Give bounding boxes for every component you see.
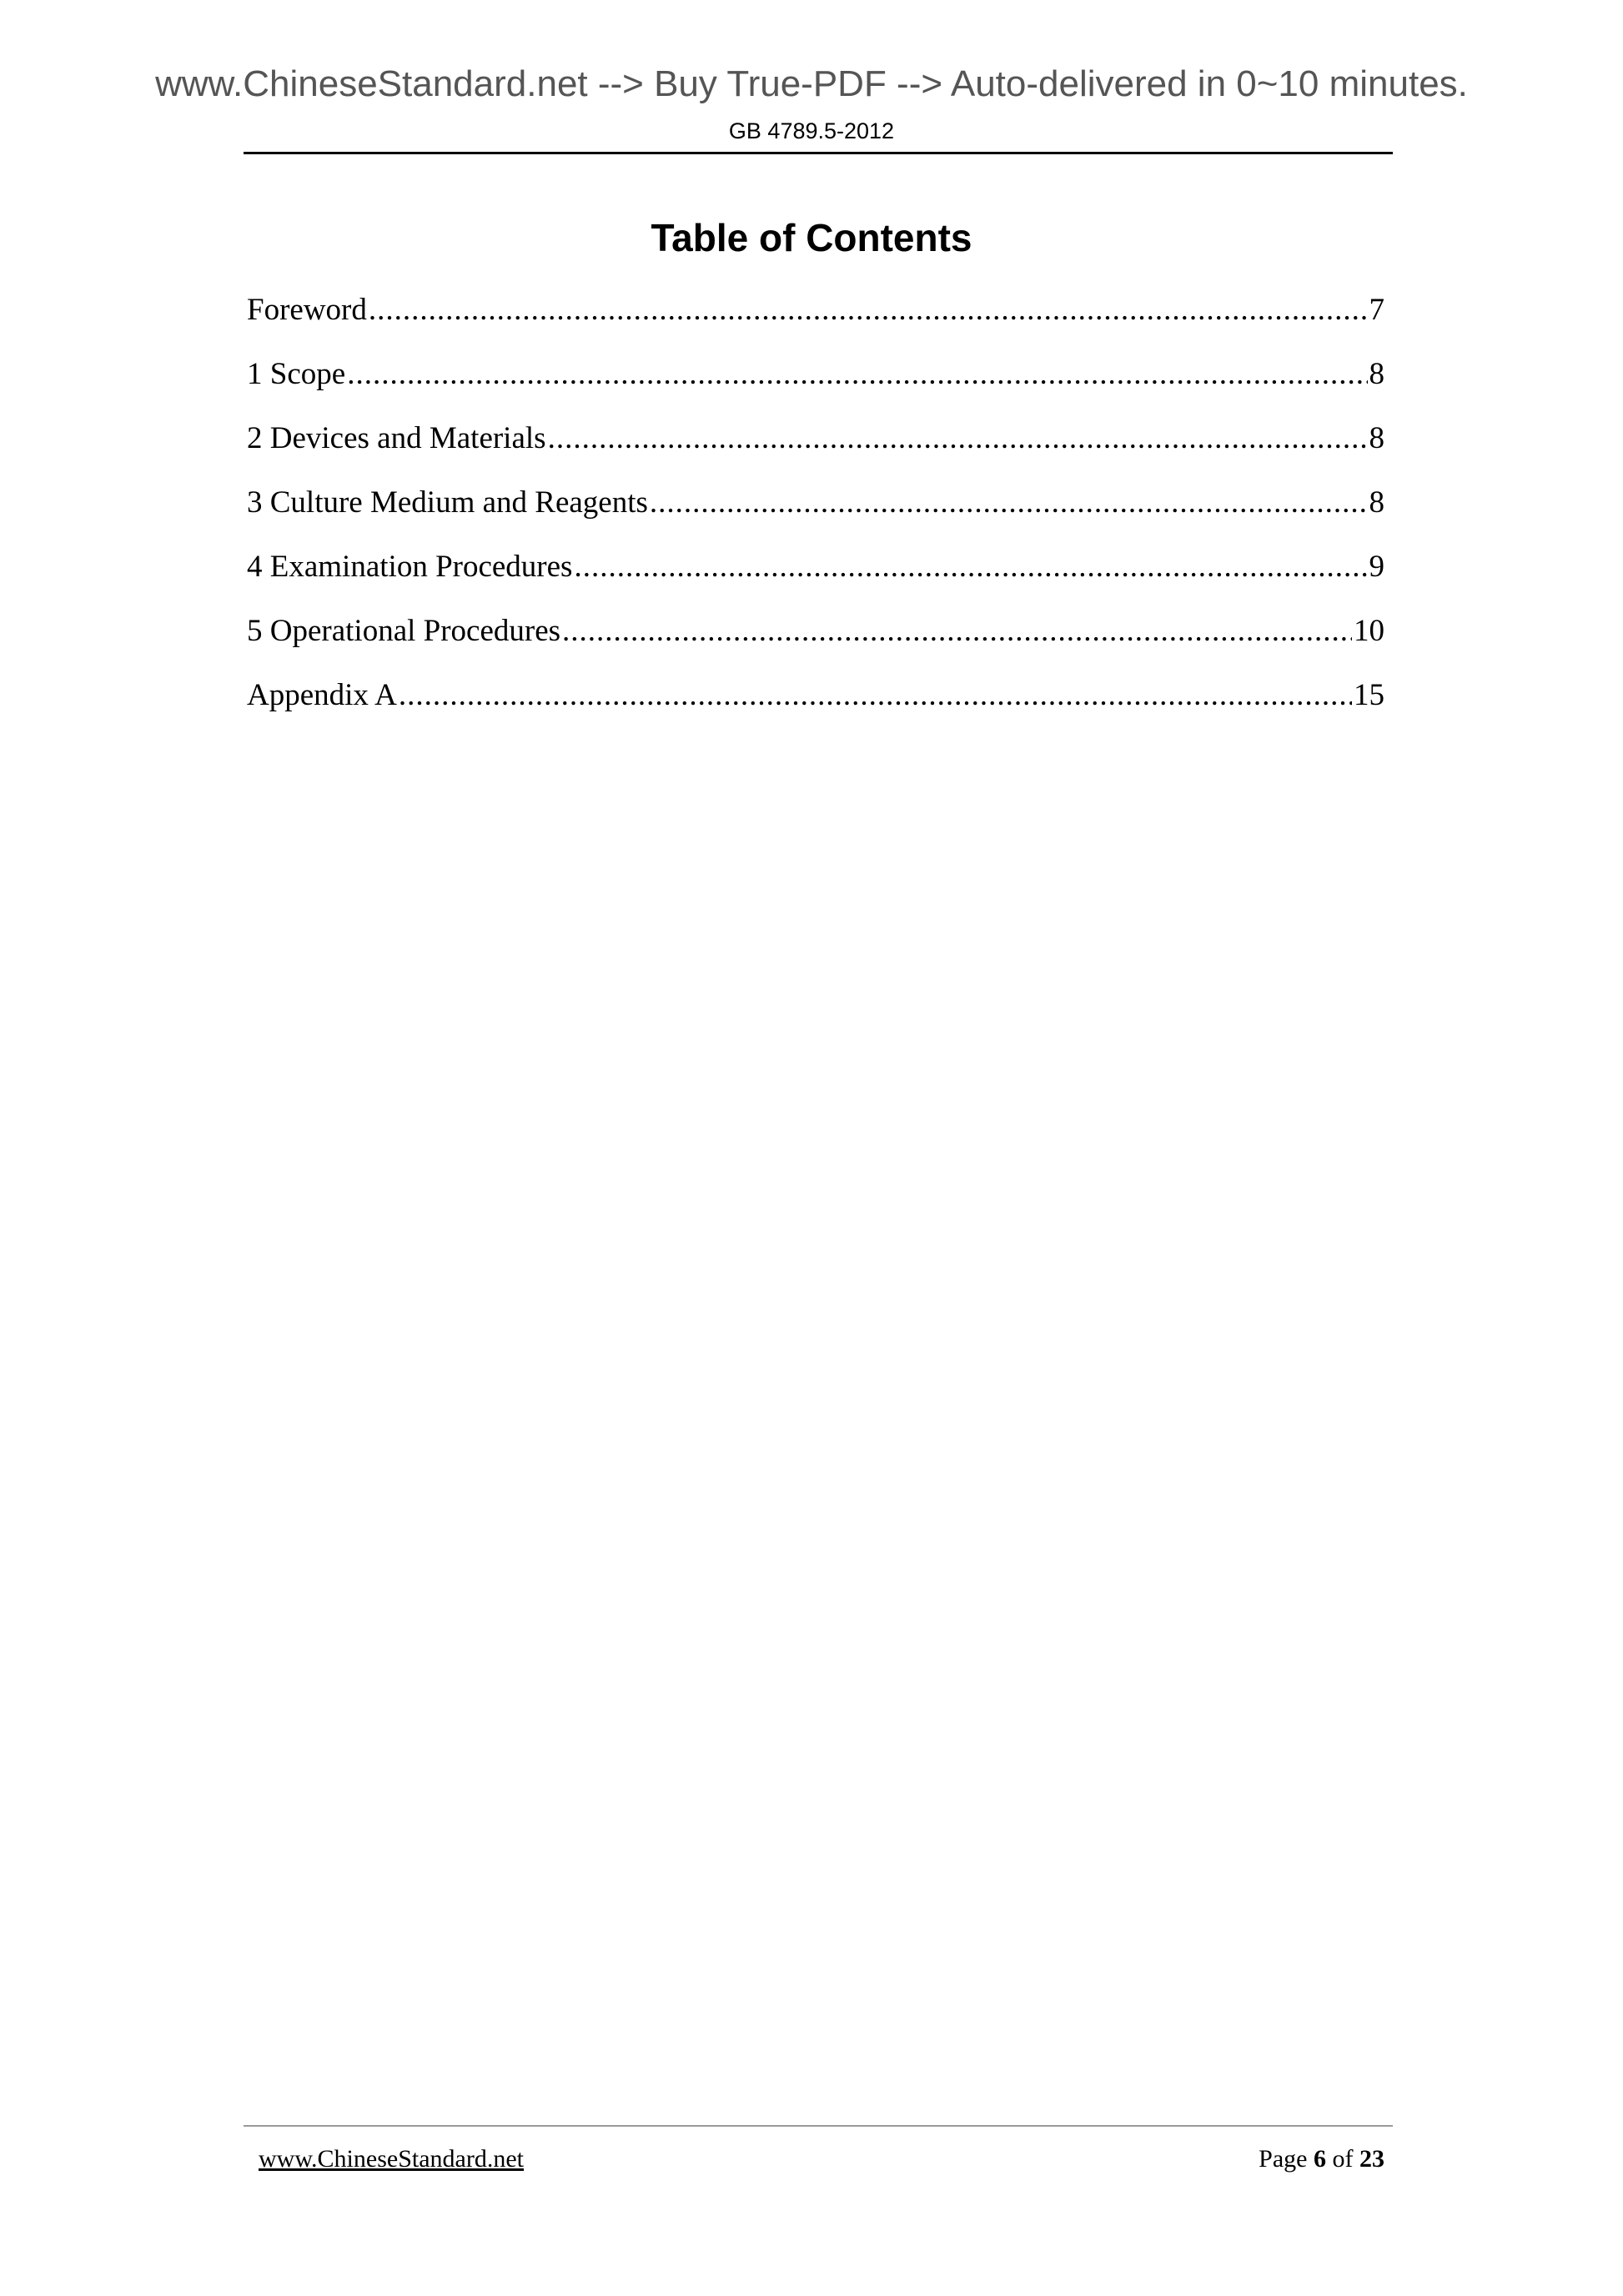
toc-entry-page: 8 <box>1369 357 1384 391</box>
toc-leader-dots <box>347 356 1367 392</box>
toc-entry-operational-procedures[interactable] <box>247 613 1384 677</box>
toc-entry-label: 2 Devices and Materials <box>247 421 546 455</box>
header-divider <box>244 152 1393 154</box>
table-of-contents <box>247 292 1384 741</box>
toc-leader-dots <box>369 292 1368 328</box>
footer-website-link[interactable]: www.ChineseStandard.net <box>259 2145 524 2173</box>
total-pages: 23 <box>1359 2145 1384 2173</box>
toc-entry-label: 4 Examination Procedures <box>247 550 573 584</box>
toc-entry-culture-medium[interactable] <box>247 485 1384 549</box>
toc-entry-label: 3 Culture Medium and Reagents <box>247 485 648 520</box>
toc-title: Table of Contents <box>651 216 972 259</box>
page-word: Page <box>1259 2145 1308 2173</box>
toc-entry-page: 8 <box>1369 421 1384 455</box>
standard-code: GB 4789.5-2012 <box>728 118 895 143</box>
toc-entry-page: 9 <box>1369 550 1384 584</box>
toc-leader-dots <box>548 420 1368 456</box>
of-word: of <box>1332 2145 1354 2173</box>
toc-leader-dots <box>399 677 1352 713</box>
toc-entry-page: 7 <box>1369 293 1384 327</box>
toc-leader-dots <box>574 549 1367 585</box>
toc-leader-dots <box>650 485 1368 520</box>
toc-leader-dots <box>562 613 1352 649</box>
current-page: 6 <box>1314 2145 1326 2173</box>
toc-entry-examination-procedures[interactable] <box>247 549 1384 613</box>
toc-entry-label: Appendix A <box>247 678 397 712</box>
toc-entry-label: 1 Scope <box>247 357 346 391</box>
footer-page-number <box>1259 2145 1384 2173</box>
toc-entry-label: 5 Operational Procedures <box>247 614 561 648</box>
top-banner: www.ChineseStandard.net --> Buy True-PDF --> Auto-delivered in 0~10 minutes. <box>155 63 1468 104</box>
footer-divider <box>244 2125 1393 2127</box>
toc-entry-label: Foreword <box>247 293 367 327</box>
toc-entry-page: 15 <box>1354 678 1384 712</box>
toc-entry-page: 8 <box>1369 485 1384 520</box>
toc-entry-scope[interactable] <box>247 356 1384 420</box>
toc-entry-foreword[interactable] <box>247 292 1384 356</box>
toc-entry-appendix-a[interactable] <box>247 677 1384 741</box>
toc-entry-page: 10 <box>1354 614 1384 648</box>
toc-entry-devices-and-materials[interactable] <box>247 420 1384 485</box>
